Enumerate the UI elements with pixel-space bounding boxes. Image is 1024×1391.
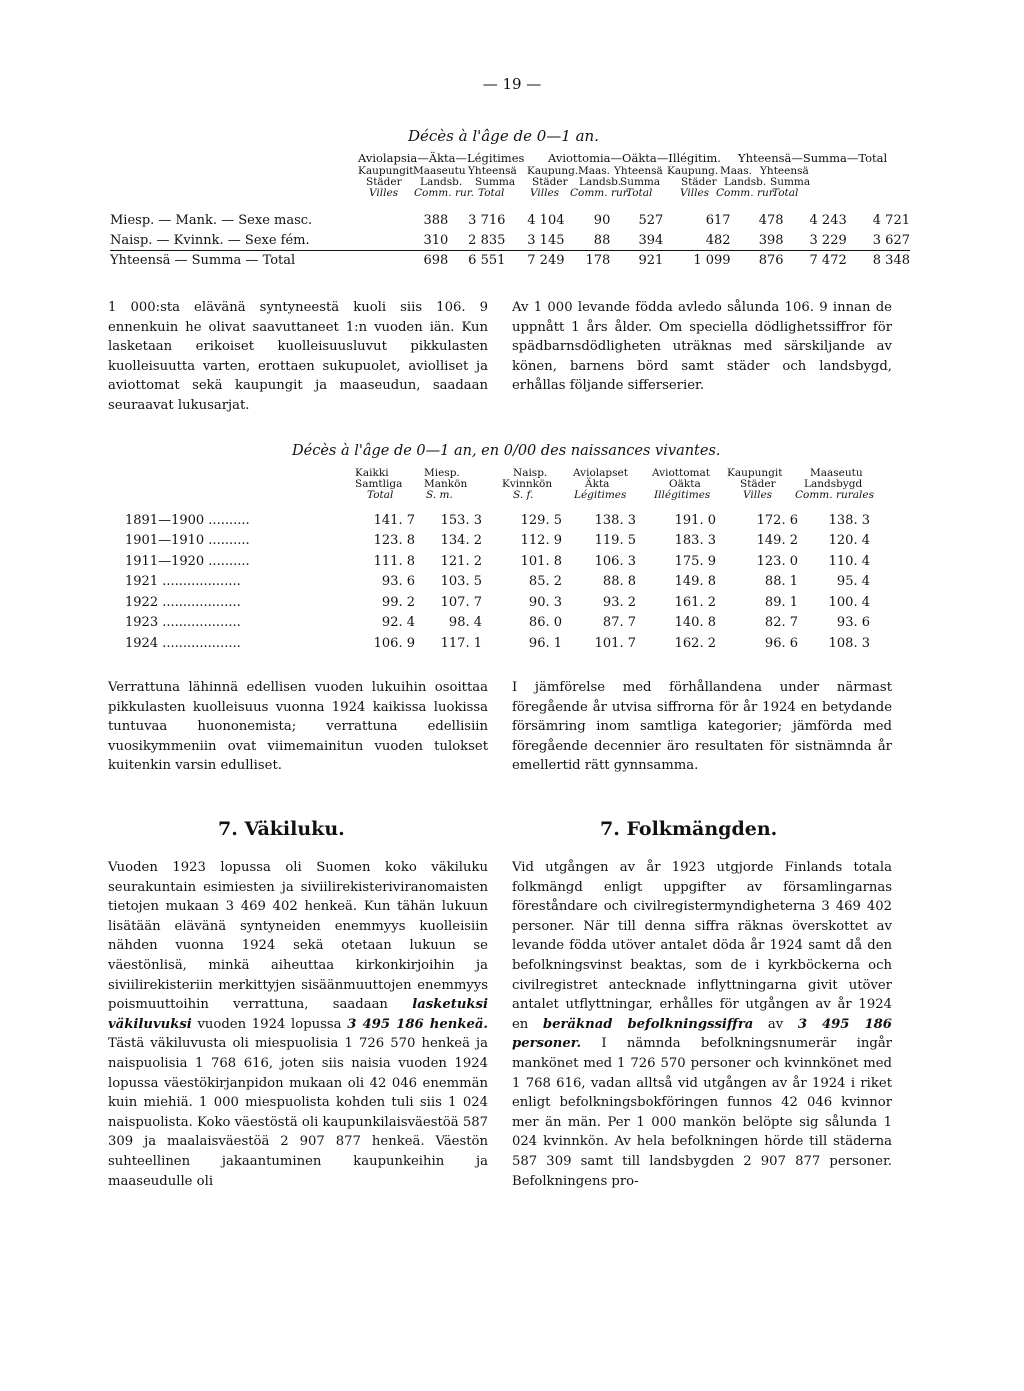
- cell: 106. 9: [373, 635, 415, 651]
- cell: 82. 7: [764, 615, 798, 631]
- h-total-3: Total: [367, 489, 394, 501]
- sub-sv-2: Summa: [475, 176, 516, 188]
- cell: 140. 8: [674, 615, 716, 631]
- table2-title-permille: 0/00: [503, 443, 537, 459]
- cell: 4 721: [872, 212, 910, 228]
- para1-fi-text: 1 000:sta elävänä syntyneestä kuoli siis 106. 9 ennenkuin he olivat saavuttaneet 1:n vuoden iän. Kun lasketaan erikoiset kuolleisuusluvut pikkulasten kuolleisuutta varten, erottaen sukupuolet, aviolliset ja aviottomat sekä kaupungit ja maaseudun, saadaan seuraavat lukusarjat.: [108, 300, 488, 413]
- sub-fi-8: Yhteensä: [760, 165, 809, 177]
- para1-fi: [108, 298, 488, 416]
- table-row: [110, 250, 910, 270]
- cell: 92. 4: [381, 615, 415, 631]
- table2: [125, 510, 870, 654]
- table1-rule: [110, 250, 910, 251]
- h-illegit-3: Illégitimes: [654, 489, 711, 501]
- cell: 149. 2: [756, 533, 798, 549]
- cell: 88. 1: [764, 574, 798, 590]
- h-towns-3: Villes: [743, 489, 773, 501]
- cell: 527: [638, 212, 664, 228]
- cell: 96. 1: [528, 635, 562, 651]
- table1-subheaders: [0, 166, 1024, 206]
- cell: 876: [758, 252, 784, 268]
- cell: 106. 3: [594, 553, 636, 569]
- h-legit-2: Äkta: [585, 478, 610, 490]
- cell: 112. 9: [520, 533, 562, 549]
- table-row: [125, 613, 870, 634]
- row-label: 1923 ...................: [125, 615, 241, 631]
- cell: 103. 5: [440, 574, 482, 590]
- h-illegit-2: Oäkta: [669, 478, 701, 490]
- sub-fi-4: Maas.: [578, 165, 610, 177]
- h-rural-3: Comm. rurales: [795, 489, 874, 501]
- cell: 178: [585, 252, 611, 268]
- cell: 6 551: [468, 252, 506, 268]
- sub-fr-2: Total: [478, 187, 505, 199]
- row-label: 1901—1910 ..........: [125, 533, 250, 549]
- cell: 482: [705, 232, 731, 248]
- sub-sv-7: Landsb.: [724, 176, 767, 188]
- table2-title-b: des naissances vivantes.: [540, 443, 721, 459]
- para3-sv-1: Vid utgången av år 1923 utgjorde Finlands totala folkmängd enligt uppgifter av församlingarnas föreståndare och civilregistermyndigheterna 3 469 402 personer. När till denna siffra räknas överskottet av levande födda utöver antalet döda år 1924 samt då den befolkningsvinst beaktas, som de i kyrkböckerna och civilregistret antecknade inflyttningarna givit utöver antalet utflyttningar, erhålles för utgången av år 1924 en: [512, 860, 892, 1032]
- para2-sv-text: I jämförelse med förhållandena under närmast föregående år utvisa siffrorna för år 1924 en betydande försämring inom samtliga kategorier; jämförda med föregående decennier äro resultaten för sistnämnda år emellertid rätt gynnsamma.: [512, 680, 892, 774]
- sub-fr-8: Total: [772, 187, 799, 199]
- table1: [110, 210, 910, 270]
- cell: 7 472: [809, 252, 847, 268]
- cell: 3 627: [872, 232, 910, 248]
- h-men-2: Mankön: [424, 478, 468, 490]
- cell: 141. 7: [373, 512, 415, 528]
- sub-sv-6: Städer: [681, 176, 717, 188]
- table-row: [110, 210, 910, 230]
- cell: 149. 8: [674, 574, 716, 590]
- h-total-1: Kaikki: [355, 467, 389, 479]
- row-label: Miesp. — Mank. — Sexe masc.: [110, 212, 313, 228]
- table-row: [125, 633, 870, 654]
- para3-fi-text: [108, 858, 488, 1191]
- row-label: 1911—1920 ..........: [125, 553, 250, 569]
- sub-fi-6: Kaupung.: [667, 165, 719, 177]
- h-rural-2: Landsbygd: [804, 478, 863, 490]
- cell: 7 249: [527, 252, 565, 268]
- cell: 90: [593, 212, 611, 228]
- cell: 8 348: [872, 252, 910, 268]
- cell: 88. 8: [602, 574, 636, 590]
- cell: 99. 2: [381, 594, 415, 610]
- sub-fr-3: Villes: [530, 187, 560, 199]
- cell: 117. 1: [440, 635, 482, 651]
- row-label: 1921 ...................: [125, 574, 241, 590]
- cell: 310: [423, 232, 449, 248]
- sub-fi-3: Kaupung.: [527, 165, 579, 177]
- para2-sv: [512, 678, 892, 776]
- group-header-total: Yhteensä—Summa—Total: [738, 151, 888, 165]
- cell: 110. 4: [828, 553, 870, 569]
- sub-sv-3: Städer: [532, 176, 568, 188]
- h-rural-1: Maaseutu: [810, 467, 863, 479]
- para3-sv: [512, 858, 892, 1191]
- cell: 183. 3: [674, 533, 716, 549]
- para3-sv-3: I nämnda befolkningsnumerär ingår mankönet med 1 726 570 personer och kvinnkönet med 1 768 616, vadan alltså vid utgången av år 1924 i riket enligt befolkningsbokföringen funnos 42 046 kvinnor mer än män. Per 1 000 mankön belöpte sig sålunda 1 024 kvinnkön. Av hela befolkningen hörde till städerna 587 309 samt till landsbygden 2 907 877 personer. Befolkningens pro-: [512, 1036, 892, 1189]
- h-men-3: S. m.: [426, 489, 453, 501]
- cell: 108. 3: [828, 635, 870, 651]
- cell: 4 243: [809, 212, 847, 228]
- para2-fi: [108, 678, 488, 776]
- cell: 107. 7: [440, 594, 482, 610]
- table2-title: [292, 443, 721, 459]
- cell: 3 716: [468, 212, 506, 228]
- h-towns-2: Städer: [740, 478, 776, 490]
- cell: 3 229: [809, 232, 847, 248]
- table1-title: Décès à l'âge de 0—1 an.: [408, 127, 599, 145]
- cell: 85. 2: [528, 574, 562, 590]
- sub-sv-4: Landsb.: [579, 176, 622, 188]
- h-legit-3: Légitimes: [574, 489, 627, 501]
- cell: 95. 4: [836, 574, 870, 590]
- cell: 388: [423, 212, 449, 228]
- cell: 111. 8: [373, 553, 415, 569]
- cell: 87. 7: [602, 615, 636, 631]
- para3-fi-em1: lasketuksi väkiluvuksi: [108, 997, 488, 1032]
- table-row: [125, 592, 870, 613]
- cell: 93. 6: [836, 615, 870, 631]
- cell: 100. 4: [828, 594, 870, 610]
- cell: 123. 0: [756, 553, 798, 569]
- h-total-2: Samtliga: [355, 478, 403, 490]
- cell: 478: [758, 212, 784, 228]
- para3-sv-em2: 3 495 186 personer.: [512, 1016, 892, 1052]
- sub-fr-7: Comm. rur.: [716, 187, 776, 199]
- sub-fi-1: Maaseutu: [413, 165, 466, 177]
- sub-fi-0: Kaupungit: [358, 165, 414, 177]
- cell: 93. 2: [602, 594, 636, 610]
- row-label: 1891—1900 ..........: [125, 512, 250, 528]
- sub-fi-7: Maas.: [720, 165, 752, 177]
- table-row: [125, 551, 870, 572]
- cell: 138. 3: [594, 512, 636, 528]
- cell: 1 099: [693, 252, 731, 268]
- sub-fr-0: Villes: [369, 187, 399, 199]
- para3-fi-1: Vuoden 1923 lopussa oli Suomen koko väkiluku seurakuntain esimiesten ja siviilirekisteriviranomaisten tietojen mukaan 3 469 402 henkeä. Kun tähän lukuun lisätään elävänä syntyneiden enemmyys kuolleisiin nähden vuonna 1924 sekä otetaan lukuun se väestönlisä, minkä aiheuttaa kirkonkirjoihin ja siviilirekisteriin merkittyjen sisäänmuuttojen enemmyys poismuuttoihin verrattuna, saadaan: [108, 860, 488, 1013]
- group-header-illegitimate: Aviottomia—Oäkta—Illégitim.: [548, 151, 721, 165]
- row-label: 1922 ...................: [125, 594, 241, 610]
- sub-fi-2: Yhteensä: [468, 165, 517, 177]
- section-title-fi: 7. Väkiluku.: [218, 818, 345, 840]
- cell: 161. 2: [674, 594, 716, 610]
- cell: 191. 0: [674, 512, 716, 528]
- cell: 90. 3: [528, 594, 562, 610]
- para3-fi-3: Tästä väkiluvusta oli miespuolisia 1 726 570 henkeä ja naispuolisia 1 768 616, joten siis naisia vuoden 1924 lopussa väestökirjanpidon mukaan oli 42 046 enemmän kuin miehiä. 1 000 miespuolista kohden tuli siis 1 024 naispuolista. Koko väestöstä oli kaupunkilaisväestöä 587 309 ja maalaisväestöä 2 907 877 henkeä. Väestön suhteellinen jakaantuminen kaupunkeihin ja maaseudulle oli: [108, 1036, 488, 1189]
- h-illegit-1: Aviottomat: [652, 467, 710, 479]
- cell: 93. 6: [381, 574, 415, 590]
- para2-fi-text: Verrattuna lähinnä edellisen vuoden lukuihin osoittaa pikkulasten kuolleisuus vuonna 1924 kaikissa luokissa tuntuvaa huononemista; verrattuna edellisiin vuosikymmeniin ovat viimemainitun vuoden tulokset kuitenkin varsin edulliset.: [108, 680, 488, 774]
- para3-sv-2: av: [753, 1016, 798, 1032]
- cell: 617: [705, 212, 731, 228]
- cell: 119. 5: [594, 533, 636, 549]
- h-men-1: Miesp.: [424, 467, 460, 479]
- cell: 123. 8: [373, 533, 415, 549]
- cell: 921: [638, 252, 664, 268]
- row-label: Yhteensä — Summa — Total: [110, 252, 296, 268]
- row-label: 1924 ...................: [125, 635, 241, 651]
- para3-fi-2: vuoden 1924 lopussa: [191, 1016, 348, 1032]
- page-number: — 19 —: [482, 75, 542, 93]
- sub-fr-5: Total: [626, 187, 653, 199]
- cell: 175. 9: [674, 553, 716, 569]
- h-women-3: S. f.: [513, 489, 534, 501]
- h-towns-1: Kaupungit: [727, 467, 783, 479]
- table-row: [125, 510, 870, 531]
- sub-sv-0: Städer: [366, 176, 402, 188]
- h-women-2: Kvinnkön: [502, 478, 553, 490]
- cell: 120. 4: [828, 533, 870, 549]
- h-legit-1: Aviolapset: [573, 467, 628, 479]
- para1-sv: [512, 298, 892, 396]
- para3-fi-em2: 3 495 186 henkeä.: [347, 1016, 488, 1032]
- table2-title-a: Décès à l'âge de 0—1 an, en: [292, 443, 500, 459]
- cell: 3 145: [527, 232, 565, 248]
- h-women-1: Naisp.: [513, 467, 548, 479]
- cell: 698: [423, 252, 449, 268]
- para3-sv-text: [512, 858, 892, 1191]
- cell: 153. 3: [440, 512, 482, 528]
- cell: 138. 3: [828, 512, 870, 528]
- cell: 86. 0: [528, 615, 562, 631]
- cell: 172. 6: [756, 512, 798, 528]
- sub-fi-5: Yhteensä: [614, 165, 663, 177]
- group-header-legitimate: Aviolapsia—Äkta—Légitimes: [358, 151, 525, 165]
- table-row: [110, 230, 910, 250]
- sub-fr-6: Villes: [680, 187, 710, 199]
- row-label: Naisp. — Kvinnk. — Sexe fém.: [110, 232, 310, 248]
- cell: 101. 8: [520, 553, 562, 569]
- sub-fr-4: Comm. rur.: [570, 187, 630, 199]
- cell: 98. 4: [448, 615, 482, 631]
- sub-sv-5: Summa: [620, 176, 661, 188]
- cell: 101. 7: [594, 635, 636, 651]
- cell: 394: [638, 232, 664, 248]
- cell: 4 104: [527, 212, 565, 228]
- cell: 88: [593, 232, 611, 248]
- cell: 2 835: [468, 232, 506, 248]
- para3-fi: [108, 858, 488, 1191]
- section-title-sv: 7. Folkmängden.: [600, 818, 778, 840]
- cell: 96. 6: [764, 635, 798, 651]
- cell: 398: [758, 232, 784, 248]
- sub-sv-8: Summa: [770, 176, 811, 188]
- table-row: [125, 572, 870, 593]
- sub-fr-1: Comm. rur.: [414, 187, 474, 199]
- para1-sv-text: Av 1 000 levande födda avledo sålunda 106. 9 innan de uppnått 1 års ålder. Om speciella dödlighetssiffror för spädbarnsdödligheten uträknas med särskiljande av könen, barnens börd samt städer och landsbygd, erhållas följande sifferserier.: [512, 300, 892, 394]
- cell: 121. 2: [440, 553, 482, 569]
- table2-headers: [0, 468, 1024, 508]
- cell: 89. 1: [764, 594, 798, 610]
- table-row: [125, 531, 870, 552]
- cell: 129. 5: [520, 512, 562, 528]
- cell: 134. 2: [440, 533, 482, 549]
- cell: 162. 2: [674, 635, 716, 651]
- para3-sv-em1: beräknad befolkningssiffra: [542, 1016, 754, 1032]
- sub-sv-1: Landsb.: [420, 176, 463, 188]
